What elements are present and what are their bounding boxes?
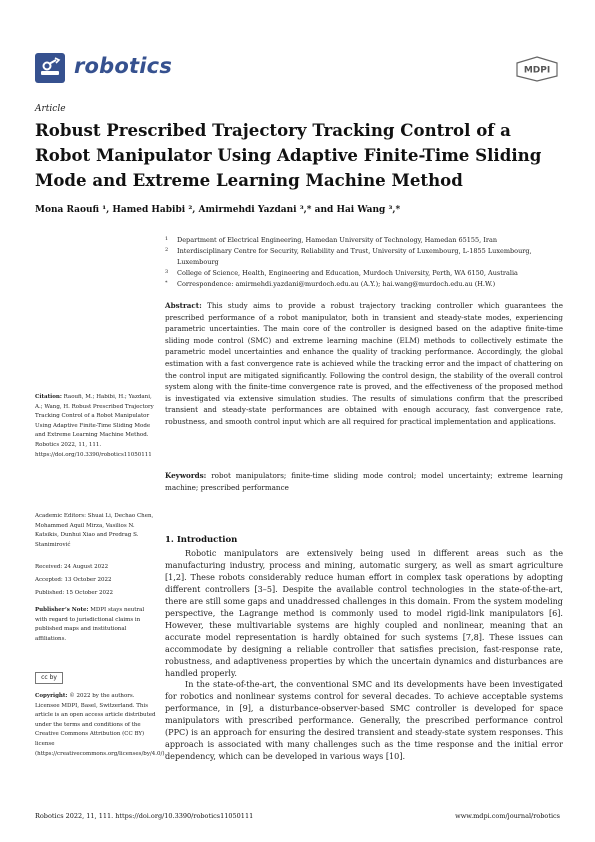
abstract-label: Abstract: [165,301,202,310]
section-heading: 1. Introduction [165,535,238,545]
abstract [165,300,563,428]
footer-journal-url[interactable]: www.mdpi.com/journal/robotics [455,812,560,820]
article-title: Robust Prescribed Trajectory Tracking Control of a Robot Manipulator Using Adaptive Finite-Time Sliding Mode and Extreme Learning Machine Method [35,120,542,190]
keywords [165,470,563,493]
academic-editors: Academic Editors: Shuai Li, Dechao Chen, Mohammed Aquil Mirza, Vasilios N. Katsikis, Dunhui Xiao and Predrag S. Stanimirović [35,513,154,548]
journal-logo [35,53,65,83]
author-list: Mona Raoufi ¹, Hamed Habibi ², Amirmehdi Yazdani ³,* and Hai Wang ³,* [35,205,401,215]
copyright-block: Copyright: © 2022 by the authors. Licensee MDPI, Basel, Switzerland. This article is an open access article distributed under the terms and conditions of the Creative Commons Attribution (CC BY) license (https://creativecommons.org/licenses/by/4.0/). [35,693,167,757]
paragraph: Robotic manipulators are extensively being used in different areas such as the manufacturing industry, process and mining, automatic surgery, as well as smart agriculture [1,2]. These robots considerably reduce human effort in complex task operations by adopting different controllers [3–5]. Despite the available control technologies in the state-of-the-art, there are still some gaps and unaddressed challenges in this domain. From the system modeling perspective, the Lagrange method is commonly used to model rigid-link manipulators [6]. However, these multivariable systems are highly coupled and nonlinear, meaning that an accurate model representation is hardly obtained for such systems [7,8]. These issues can accommodate by designing a reliable controller that satisfies precision, fast-response rate, robustness, and adaptiveness properties by which the uncertain dynamics and disturbances are handled properly. [165,548,563,678]
publisher-note: Publisher’s Note: MDPI stays neutral with regard to jurisdictional claims in published maps and institutional affiliations. [35,607,145,642]
cc-license-icon: cc by [35,672,63,684]
mdpi-logo [515,56,559,82]
abstract-text: This study aims to provide a robust trajectory tracking controller which guarantees the prescribed performance of a robot manipulator, both in transient and steady-state modes, experiencing parametric uncertainties. The main core of the controller is designed based on the adaptive finite-time sliding mode control (SMC) and extreme learning machine (ELM) methods to collectively estimate the parametric model uncertainties and enhance the quality of tracking performance. Accordingly, the global estimation with a fast convergence rate is achieved while the tracking error and the impact of chattering on the control input are mitigated significantly. Following the control design, the stability of the overall control system along with the finite-time convergence rate is proved, and the effectiveness of the proposed method is investigated via extensive simulation studies. The results of simulations confirm that the prescribed transient and steady-state performances are obtained with enough accuracy, fast convergence rate, robustness, and smooth control input which are all required for practical implementation and applications. [165,301,563,426]
keywords-text: robot manipulators; finite-time sliding mode control; model uncertainty; extreme learning machine; prescribed performance [165,471,563,492]
affiliation-item: 1 Department of Electrical Engineering, Hamedan University of Technology, Hamedan 65155, Iran [165,236,498,244]
accepted-date: Accepted: 13 October 2022 [35,577,112,583]
footer-citation: Robotics 2022, 11, 111. https://doi.org/10.3390/robotics11050111 [35,812,254,820]
keywords-label: Keywords: [165,471,207,480]
robot-arm-icon [35,53,65,83]
publisher-name: MDPI [523,65,551,76]
article-type: Article [35,104,66,114]
received-date: Received: 24 August 2022 [35,564,109,570]
affiliations [165,235,565,290]
journal-name: robotics [74,54,173,78]
cc-by-badge [35,672,157,684]
paragraph: In the state-of-the-art, the conventional SMC and its developments have been investigated for robotics and nonlinear systems control for several decades. To achieve acceptable systems performance, in [9], a disturbance-observer-based SMC controller is developed for space manipulators with prescribed performance. Generally, the prescribed performance control (PPC) is an approach for ensuring the desired transient and steady-state system responses. This approach is associated with many challenges such as the time response and the initial error dependency, which can be developed in various ways [10]. [165,679,563,762]
affiliation-item: 2 Interdisciplinary Centre for Security, Reliability and Trust, University of Luxembourg, L-1855 Luxembourg, Luxembourg [165,247,532,266]
affiliation-item: * Correspondence: amirmehdi.yazdani@murdoch.edu.au (A.Y.); hai.wang@murdoch.edu.au (H.W.) [165,280,496,288]
published-date: Published: 15 October 2022 [35,590,114,596]
citation-block: Citation: Raoufi, M.; Habibi, H.; Yazdani, A.; Wang, H. Robust Prescribed Trajectory Tracking Control of a Robot Manipulator Using Adaptive Finite-Time Sliding Mode and Extreme Learning Machine Method. Robotics 2022, 11, 111. https://doi.org/10.3390/robotics11050111 [35,394,154,458]
affiliation-item: 3 College of Science, Health, Engineering and Education, Murdoch University, Perth, WA 6150, Australia [165,269,518,277]
section-body [165,548,563,763]
